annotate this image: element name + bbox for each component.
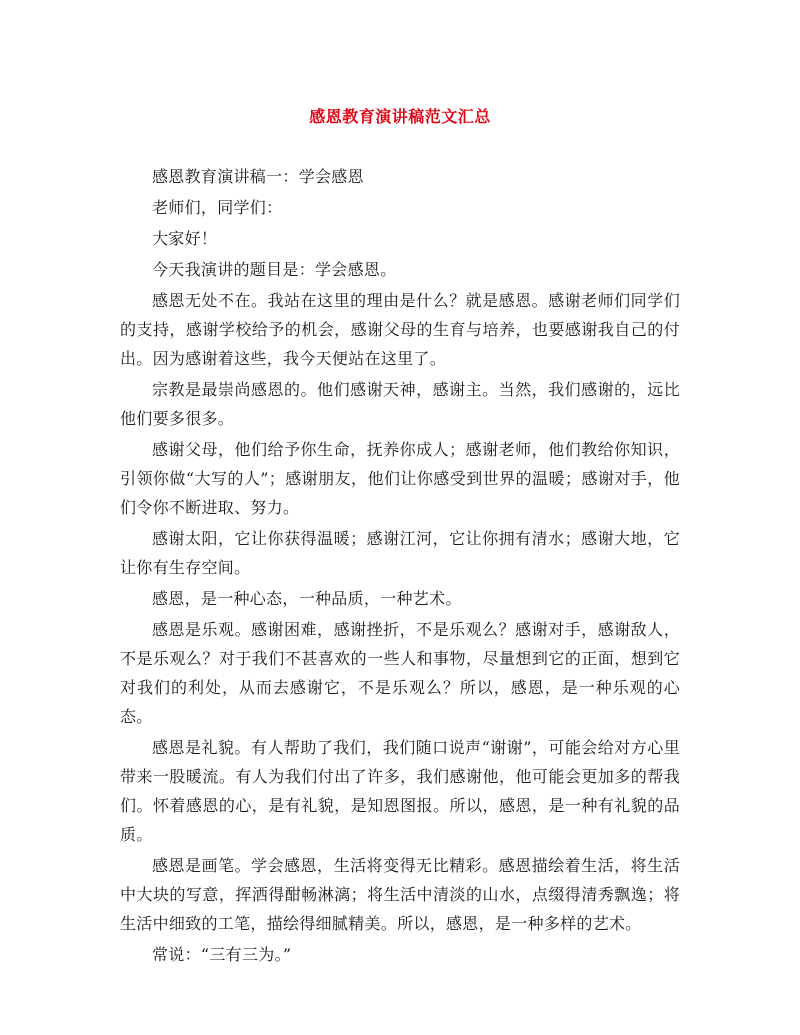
paragraph-salutation: 老师们，同学们：: [152, 198, 283, 217]
paragraph-thank-nature: 感谢太阳，它让你获得温暖；感谢江河，它让你拥有清水；感谢大地，它让你有生存空间。: [120, 529, 680, 577]
paragraph-saying: 常说：“三有三为。”: [152, 945, 292, 964]
paragraph-greeting: 大家好！: [152, 229, 218, 248]
paragraph-optimism: 感恩是乐观。感谢困难，感谢挫折，不是乐观么？感谢对手，感谢敌人，不是乐观么？对于我们不甚喜欢的一些人和事物，尽量想到它的正面，想到它对我们的利处，从而去感谢它，不是乐观么？所以，感恩，是一种乐观的心态。: [120, 620, 680, 726]
paragraph-summary: 感恩，是一种心态，一种品质，一种艺术。: [152, 589, 462, 608]
document-body: [120, 162, 680, 969]
document-title: 感恩教育演讲稿范文汇总: [309, 107, 491, 126]
paragraph-religion: 宗教是最崇尚感恩的。他们感谢天神，感谢主。当然，我们感谢的，远比他们要多很多。: [120, 380, 680, 428]
paragraph-politeness: 感恩是礼貌。有人帮助了我们，我们随口说声“谢谢”，可能会给对方心里带来一股暖流。有人为我们付出了许多，我们感谢他，他可能会更加多的帮我们。怀着感恩的心，是有礼貌，是知恩图报。所以，感恩，是一种有礼貌的品质。: [120, 738, 680, 844]
paragraph-thank-people: 感谢父母，他们给予你生命，抚养你成人；感谢老师，他们教给你知识，引领你做“大写的人”；感谢朋友，他们让你感受到世界的温暖；感谢对手，他们令你不断进取、努力。: [120, 440, 680, 517]
paragraph-speech-heading: 感恩教育演讲稿一：学会感恩: [152, 167, 364, 186]
paragraph-topic: 今天我演讲的题目是：学会感恩。: [152, 260, 397, 279]
paragraph-paintbrush: 感恩是画笔。学会感恩，生活将变得无比精彩。感恩描绘着生活，将生活中大块的写意，挥洒得酣畅淋漓；将生活中清淡的山水，点缀得清秀飘逸；将生活中细致的工笔，描绘得细腻精美。所以，感恩，是一种多样的艺术。: [120, 856, 680, 933]
paragraph-gratitude-everywhere: 感恩无处不在。我站在这里的理由是什么？就是感恩。感谢老师们同学们的支持，感谢学校给予的机会，感谢父母的生育与培养，也要感谢我自己的付出。因为感谢着这些，我今天便站在这里了。: [120, 291, 680, 368]
